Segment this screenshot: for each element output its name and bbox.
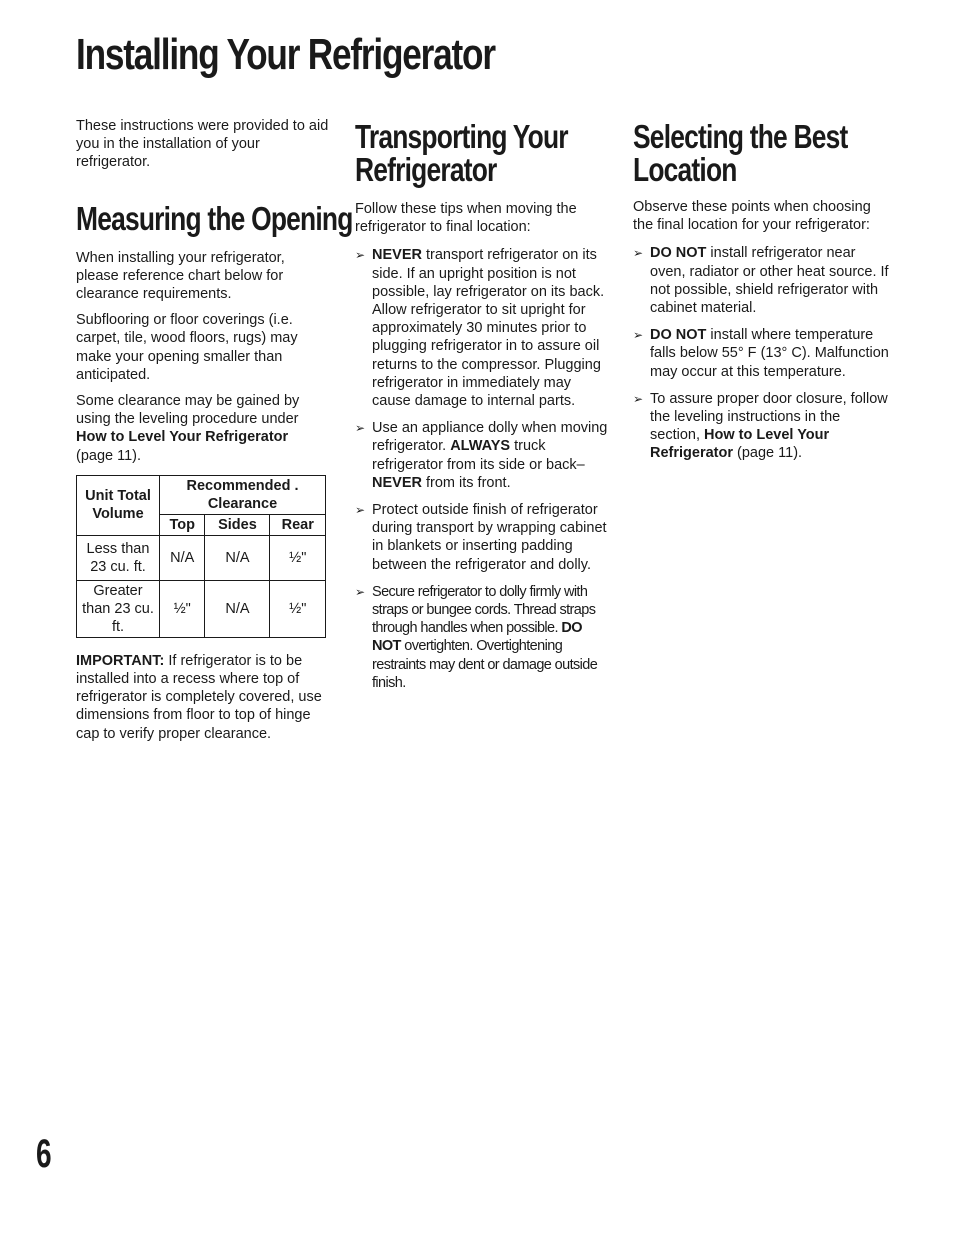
transporting-title-line-2: Refrigerator xyxy=(355,151,497,188)
table-row xyxy=(77,580,326,637)
column-right xyxy=(633,120,891,472)
location-points-list xyxy=(633,244,891,462)
table-header-row xyxy=(77,475,326,514)
transporting-intro: Follow these tips when moving the refrigerator to final location: xyxy=(355,201,577,236)
header-rear: Rear xyxy=(270,514,326,535)
header-unit-total-volume: Unit Total Volume xyxy=(77,475,160,535)
bullet-text: Secure refrigerator to dolly firmly with straps or bungee cords. Thread straps through handles when possible. xyxy=(372,583,596,637)
arrowhead-bullet-icon: ➢ xyxy=(355,248,366,263)
location-title-line-1: Selecting the Best xyxy=(633,118,848,155)
bullet-text: Use an appliance dolly when moving refrigerator. xyxy=(372,420,608,455)
list-item xyxy=(355,419,610,492)
arrowhead-bullet-icon: ➢ xyxy=(633,391,644,406)
intro-text: These instructions were provided to aid you in the installation of your refrigerator. xyxy=(76,118,329,171)
measuring-paragraph-1: When installing your refrigerator, please reference chart below for clearance requirements. xyxy=(76,249,285,303)
cell-rear: ½" xyxy=(270,535,326,580)
arrowhead-bullet-icon: ➢ xyxy=(355,584,365,599)
cell-top: ½" xyxy=(160,580,205,637)
list-item xyxy=(633,390,891,463)
bullet-text: transport refrigerator on its side. If an upright position is not possible, lay refrigerator on its back. Allow refrigerator to sit upright for approximately 30 minutes prior to plugging refrigerator in to assure oil returns to the compressor. Plugging refrigerator in immediately may cause damage to internal parts. xyxy=(372,247,605,410)
level-refrigerator-reference: How to Level Your Refrigerator xyxy=(76,429,289,446)
measuring-page-reference: (page 11). xyxy=(76,447,142,464)
always-label: ALWAYS xyxy=(450,438,511,455)
location-title xyxy=(633,118,848,188)
important-note xyxy=(76,652,331,743)
bullet-text: install where temperature falls below 55° F (13° C). Malfunction may occur at this temperature. xyxy=(650,327,889,380)
bullet-text: Protect outside finish of refrigerator during transport by wrapping cabinet in blankets or inserting padding between the refrigerator and dolly. xyxy=(372,502,607,573)
measuring-paragraph-3-text: Some clearance may be gained by using the leveling procedure under xyxy=(76,393,300,428)
cell-sides: N/A xyxy=(205,580,270,637)
arrowhead-bullet-icon: ➢ xyxy=(355,503,366,518)
cell-volume: Less than 23 cu. ft. xyxy=(77,535,160,580)
cell-volume: Greater than 23 cu. ft. xyxy=(77,580,160,637)
list-item xyxy=(633,326,891,381)
bullet-text: from its front. xyxy=(426,474,511,491)
bullet-text: overtighten. Overtightening restraints may dent or damage outside finish. xyxy=(372,638,598,691)
bullet-text: install refrigerator near oven, radiator or other heat source. If not possible, shield refrigerator with cabinet material. xyxy=(650,245,889,317)
never-label: NEVER xyxy=(372,474,422,491)
level-refrigerator-reference: How to Level Your Refrigerator xyxy=(650,427,830,462)
header-recommended-clearance: Recommended . Clearance xyxy=(160,475,326,514)
list-item xyxy=(633,244,891,317)
page-title: Installing Your Refrigerator xyxy=(76,30,495,79)
measuring-paragraph-2: Subflooring or floor coverings (i.e. carpet, tile, wood floors, rugs) may make your opening smaller than anticipated. xyxy=(76,312,298,383)
transporting-title xyxy=(355,118,568,188)
cell-sides: N/A xyxy=(205,535,270,580)
column-left xyxy=(76,117,353,751)
arrowhead-bullet-icon: ➢ xyxy=(633,246,644,261)
arrowhead-bullet-icon: ➢ xyxy=(355,421,366,436)
do-not-label: DO NOT xyxy=(372,620,582,655)
measuring-title: Measuring the Opening xyxy=(76,199,353,237)
cell-top: N/A xyxy=(160,535,205,580)
page-number: 6 xyxy=(36,1132,52,1176)
bullet-text: To assure proper door closure, follow the leveling instructions in the section, xyxy=(650,390,888,444)
header-top: Top xyxy=(160,514,205,535)
cell-rear: ½" xyxy=(270,580,326,637)
bullet-text: truck refrigerator from its side or back– xyxy=(372,438,585,473)
list-item xyxy=(355,246,610,410)
page-reference: (page 11). xyxy=(737,445,803,462)
column-middle xyxy=(355,120,610,701)
important-label: IMPORTANT: xyxy=(76,652,165,669)
list-item xyxy=(355,501,610,574)
measuring-paragraph-3 xyxy=(76,392,331,465)
transporting-title-line-1: Transporting Your xyxy=(355,118,568,155)
list-item xyxy=(355,583,610,692)
arrowhead-bullet-icon: ➢ xyxy=(633,328,644,343)
do-not-label: DO NOT xyxy=(650,327,707,344)
clearance-table xyxy=(76,475,326,638)
table-row xyxy=(77,535,326,580)
never-label: NEVER xyxy=(372,247,422,264)
important-text: If refrigerator is to be installed into a recess where top of refrigerator is completely covered, use dimensions from floor to top of hinge cap to verify proper clearance. xyxy=(76,652,322,742)
transporting-tips-list xyxy=(355,246,610,692)
location-title-line-2: Location xyxy=(633,151,737,188)
header-sides: Sides xyxy=(205,514,270,535)
location-intro: Observe these points when choosing the final location for your refrigerator: xyxy=(633,199,871,234)
do-not-label: DO NOT xyxy=(650,245,707,262)
